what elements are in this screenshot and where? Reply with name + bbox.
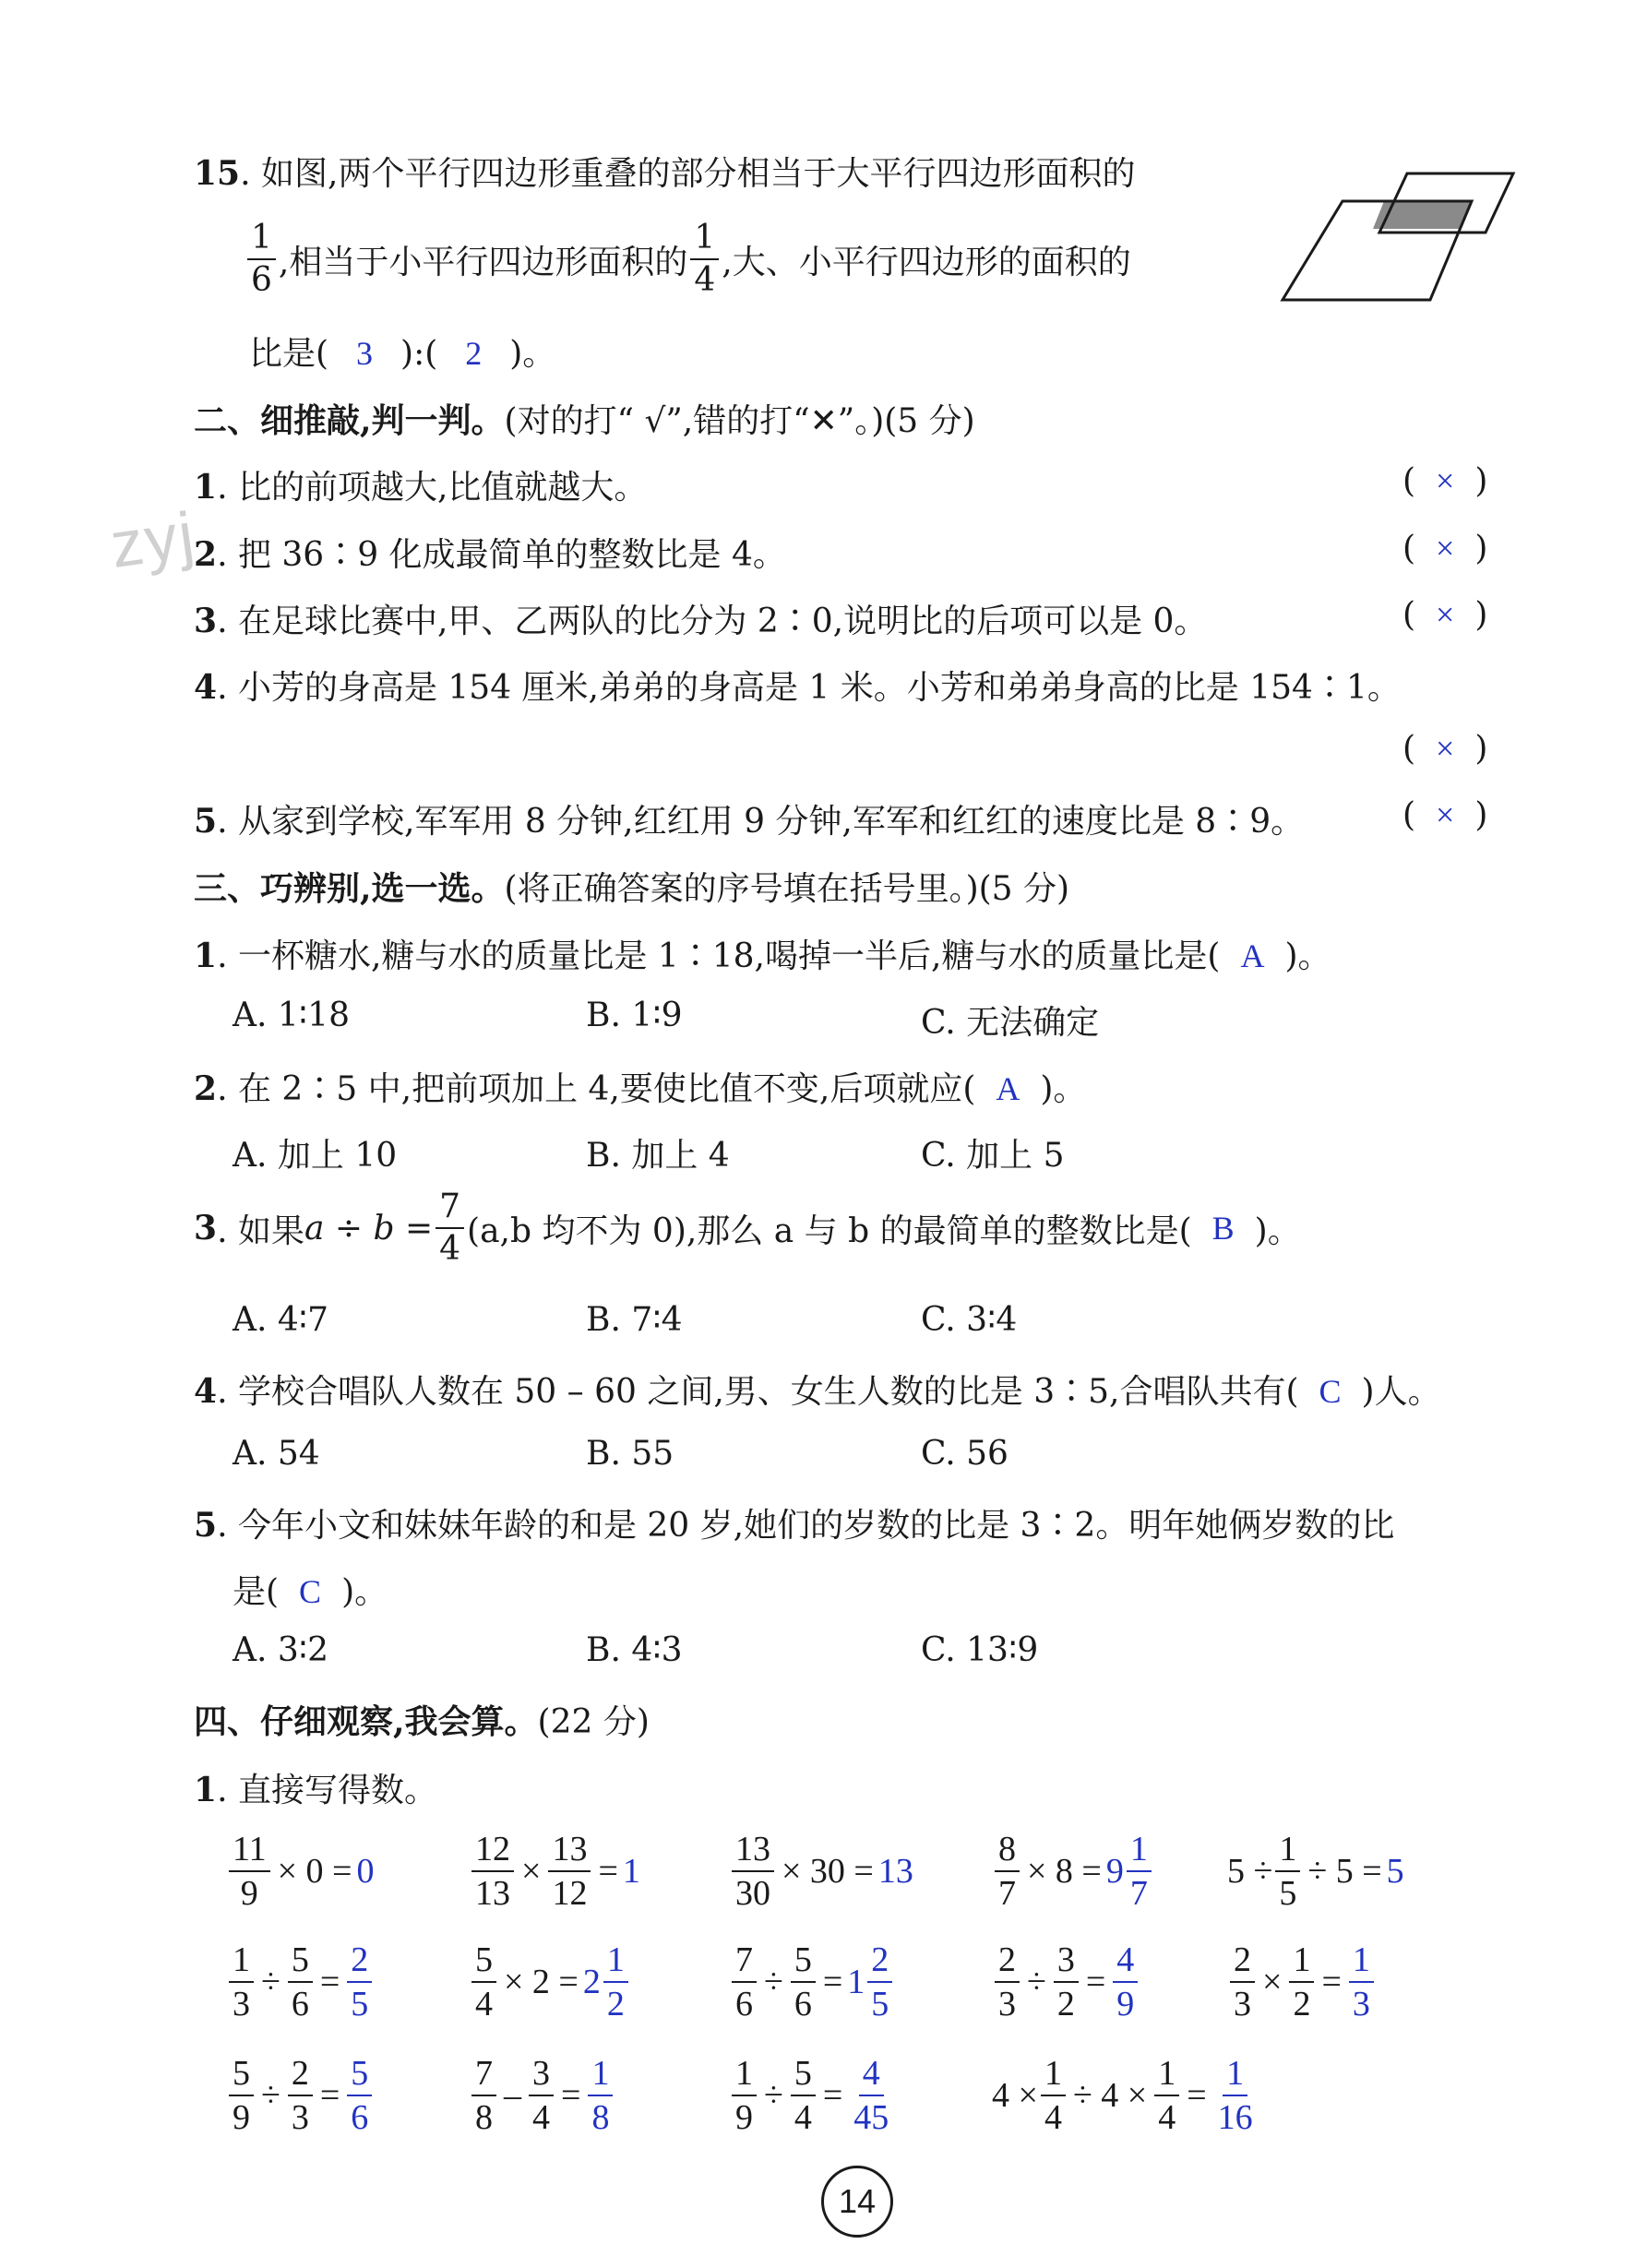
operator: ÷ xyxy=(261,1963,280,2001)
sub-text: . 直接写得数。 xyxy=(217,1772,437,1809)
sec3-q5-option-a: A. 3∶2 xyxy=(233,1631,329,1669)
section2-title: 二、细推敲,判一判。 xyxy=(194,401,505,440)
calc-r2c1 xyxy=(226,1942,375,2022)
sec2-item-3-answer-box: ( × ) xyxy=(1402,596,1488,634)
section3-note: (将正确答案的序号填在括号里。)(5 分) xyxy=(504,870,1070,908)
sec3-q3-option-b: B. 7∶4 xyxy=(586,1301,683,1339)
question-text: . 学校合唱队人数在 50 – 60 之间,男、女生人数的比是 3∶5,合唱队共有( xyxy=(217,1373,1299,1411)
calc-r3c3 xyxy=(729,2056,895,2135)
calc-answer xyxy=(850,2056,892,2135)
numerator: 5 xyxy=(471,1942,496,1983)
calc-r2c2 xyxy=(469,1942,631,2022)
sec3-q3-fraction xyxy=(436,1190,464,1266)
whole: 2 xyxy=(582,1963,601,2001)
sec3-q4 xyxy=(194,1366,1441,1413)
item-number: 5 xyxy=(194,802,218,841)
q15-line2 xyxy=(245,221,1131,297)
calc-answer: 1 xyxy=(622,1852,640,1891)
parallelogram-figure xyxy=(1278,166,1527,314)
denominator: 3 xyxy=(291,2098,309,2137)
expression-rest: × 8 = xyxy=(1027,1852,1102,1891)
question-end: )人。 xyxy=(1361,1373,1441,1411)
operator: ÷ xyxy=(764,1963,783,2001)
equals: = xyxy=(319,2076,340,2115)
denominator: 3 xyxy=(1234,1985,1251,2023)
calc-answer: 13 xyxy=(877,1852,913,1891)
calc-answer xyxy=(1113,1942,1138,2022)
sec2-item-2-answer: × xyxy=(1436,530,1455,567)
item-text: . 把 36∶9 化成最简单的整数比是 4。 xyxy=(217,536,786,574)
section3-title: 三、巧辨别,选一选。 xyxy=(194,869,505,908)
calc-r1c1 xyxy=(226,1832,374,1911)
q15-line2-text-b: ,大、小平行四边形的面积的 xyxy=(722,243,1131,281)
numerator: 4 xyxy=(1113,1942,1138,1983)
calc-answer xyxy=(1106,1832,1154,1911)
denominator: 6 xyxy=(794,1985,812,2023)
item-text: . 小芳的身高是 154 厘米,弟弟的身高是 1 米。小芳和弟弟身高的比是 154∶1。 xyxy=(217,669,1401,707)
denominator: 3 xyxy=(233,1985,250,2023)
sec3-q2 xyxy=(194,1063,1086,1110)
q15-fraction-2 xyxy=(690,221,719,297)
denominator: 6 xyxy=(291,1985,309,2023)
denominator: 4 xyxy=(532,2098,550,2137)
q15-line2-text-a: ,相当于小平行四边形面积的 xyxy=(278,243,688,281)
numerator: 1 xyxy=(1289,1942,1314,1983)
fraction xyxy=(732,2056,757,2135)
denominator: 9 xyxy=(240,1874,258,1913)
section4-title: 四、仔细观察,我会算。 xyxy=(194,1702,538,1741)
sec2-item-1-answer-box: ( × ) xyxy=(1402,462,1488,500)
fraction xyxy=(1275,1832,1300,1911)
numerator: 12 xyxy=(471,1832,514,1872)
denominator: 2 xyxy=(1056,1985,1075,2023)
section2-note: (对的打“ √”,错的打“✕”。)(5 分) xyxy=(504,402,975,440)
denominator: 7 xyxy=(998,1874,1016,1913)
item-number: 4 xyxy=(194,668,218,707)
operator: ÷ xyxy=(1027,1963,1046,2001)
calc-r1c4 xyxy=(992,1832,1154,1911)
calc-r2c5 xyxy=(1227,1942,1377,2022)
numerator: 5 xyxy=(229,2056,254,2096)
fraction xyxy=(1041,2056,1066,2135)
calc-answer xyxy=(583,1942,631,2022)
sec3-q3-option-c: C. 3∶4 xyxy=(921,1301,1018,1339)
question-text: . 今年小文和妹妹年龄的和是 20 岁,她们的岁数的比是 3∶2。明年她俩岁数的比 xyxy=(217,1507,1395,1545)
sec3-q5 xyxy=(194,1499,1394,1546)
sec3-q4-answer: C xyxy=(1319,1373,1342,1410)
fraction xyxy=(471,1832,514,1911)
question-end: )。 xyxy=(341,1573,388,1611)
q15-number: 15 xyxy=(194,154,241,193)
numerator: 1 xyxy=(1127,1832,1152,1872)
calc-r1c3 xyxy=(729,1832,913,1911)
denominator: 4 xyxy=(1158,2098,1176,2137)
numerator: 2 xyxy=(867,1942,892,1983)
operator: × xyxy=(1262,1963,1283,2001)
denominator: 4 xyxy=(794,2098,812,2137)
numerator: 1 xyxy=(1349,1942,1374,1983)
sec3-q2-option-a: A. 加上 10 xyxy=(233,1137,398,1175)
numerator: 3 xyxy=(1054,1942,1079,1983)
denominator: 5 xyxy=(871,1985,889,2023)
expression-rest: × 2 = xyxy=(504,1963,579,2001)
calc-r3c2 xyxy=(469,2056,615,2135)
sec2-item-3 xyxy=(194,595,1207,642)
fraction xyxy=(229,2056,254,2135)
calc-answer xyxy=(347,1942,372,2022)
fraction-denominator: 6 xyxy=(251,261,272,299)
denominator: 9 xyxy=(735,2098,753,2137)
sec2-item-2-answer-box: ( × ) xyxy=(1402,530,1488,567)
numerator: 2 xyxy=(995,1942,1020,1983)
section4-score: (22 分) xyxy=(537,1703,650,1741)
numerator: 4 xyxy=(859,2056,884,2096)
numerator: 1 xyxy=(1223,2056,1247,2096)
expression-rest: ÷ 5 = xyxy=(1307,1852,1382,1891)
sec2-item-5 xyxy=(194,795,1304,842)
calc-r3c1 xyxy=(226,2056,375,2135)
numerator: 13 xyxy=(548,1832,591,1872)
calc-r1c5 xyxy=(1227,1832,1404,1911)
sec3-q5-line2 xyxy=(233,1566,388,1613)
calc-r3c4 xyxy=(992,2056,1259,2135)
numerator: 1 xyxy=(229,1942,254,1983)
sec3-q4-option-a: A. 54 xyxy=(233,1435,320,1473)
fraction-denominator: 4 xyxy=(439,1230,461,1268)
fraction xyxy=(732,1832,774,1911)
sec2-item-4-answer-box: ( × ) xyxy=(1402,730,1488,768)
numerator: 5 xyxy=(347,2056,372,2096)
question-line2: 是( xyxy=(233,1573,280,1611)
fraction xyxy=(1154,2056,1179,2135)
sec2-item-2 xyxy=(194,529,786,576)
question-post: (a,b 均不为 0),那么 a 与 b 的最简单的整数比是( xyxy=(467,1212,1192,1250)
sec3-q1-answer: A xyxy=(1240,937,1265,974)
numerator: 3 xyxy=(529,2056,554,2096)
question-number: 3 xyxy=(194,1209,218,1247)
numerator: 1 xyxy=(588,2056,613,2096)
denominator: 12 xyxy=(552,1874,588,1913)
watermark-text: zyj xyxy=(106,498,200,581)
sec3-q2-answer: A xyxy=(996,1070,1020,1107)
denominator: 30 xyxy=(735,1874,770,1913)
sec3-q5-option-b: B. 4∶3 xyxy=(586,1631,683,1669)
item-text: . 从家到学校,军军用 8 分钟,红红用 9 分钟,军军和红红的速度比是 8∶9。 xyxy=(217,803,1305,841)
fraction xyxy=(995,1832,1020,1911)
item-number: 2 xyxy=(194,535,218,574)
q15-fraction-1 xyxy=(247,221,276,297)
numerator: 8 xyxy=(995,1832,1020,1872)
fraction-numerator: 1 xyxy=(690,221,719,260)
expression-rest: × 0 = xyxy=(277,1852,352,1891)
sec3-q3-option-a: A. 4∶7 xyxy=(233,1301,329,1339)
fraction xyxy=(1054,1942,1079,2022)
item-text: . 在足球比赛中,甲、乙两队的比分为 2∶0,说明比的后项可以是 0。 xyxy=(217,603,1208,640)
fraction xyxy=(471,1942,496,2022)
sec3-q1-option-b: B. 1∶9 xyxy=(586,997,683,1034)
fraction xyxy=(1230,1942,1255,2022)
expression-mid: ÷ 4 × xyxy=(1072,2076,1148,2115)
fraction xyxy=(1289,1942,1314,2022)
fraction xyxy=(732,1942,757,2022)
calc-answer xyxy=(1214,2056,1257,2135)
sec3-q1-option-a: A. 1∶18 xyxy=(233,997,350,1034)
q15-line1 xyxy=(194,148,1135,195)
operator: ÷ xyxy=(764,2076,783,2115)
calc-r2c4 xyxy=(992,1942,1140,2022)
calc-answer xyxy=(588,2056,613,2135)
denominator: 13 xyxy=(475,1874,510,1913)
equals: = xyxy=(598,1852,618,1891)
numerator: 5 xyxy=(288,1942,313,1983)
denominator: 9 xyxy=(1116,1985,1135,2023)
fraction xyxy=(548,1832,591,1911)
item-number: 3 xyxy=(194,602,218,640)
equals: = xyxy=(822,2076,843,2115)
numerator: 2 xyxy=(347,1942,372,1983)
numerator: 1 xyxy=(732,2056,757,2096)
question-text: . 一杯糖水,糖与水的质量比是 1∶18,喝掉一半后,糖与水的质量比是( xyxy=(217,937,1221,975)
fraction xyxy=(229,1832,270,1911)
section4-heading xyxy=(194,1696,650,1743)
fraction xyxy=(471,2056,496,2135)
denominator: 5 xyxy=(351,1985,369,2023)
numerator: 1 xyxy=(1275,1832,1300,1872)
question-number: 5 xyxy=(194,1506,218,1545)
numerator: 7 xyxy=(732,1942,757,1983)
numerator: 1 xyxy=(1154,2056,1179,2096)
sec3-q4-option-b: B. 55 xyxy=(586,1435,674,1473)
section2-heading xyxy=(194,395,975,442)
numerator: 5 xyxy=(791,1942,816,1983)
equals: = xyxy=(1085,1963,1106,2001)
fraction-numerator: 7 xyxy=(436,1190,464,1229)
fraction xyxy=(288,1942,313,2022)
sec3-q3-answer: B xyxy=(1211,1210,1235,1247)
q15-line1-text: . 如图,两个平行四边形重叠的部分相当于大平行四边形面积的 xyxy=(240,155,1136,193)
calc-r1c2 xyxy=(469,1832,640,1911)
fraction xyxy=(867,1942,892,2022)
equals: = xyxy=(822,1963,843,2001)
sec3-q3 xyxy=(194,1190,1301,1266)
sec3-q5-answer: C xyxy=(299,1573,322,1610)
equals: = xyxy=(1321,1963,1342,2001)
denominator: 4 xyxy=(475,1985,493,2023)
fraction xyxy=(995,1942,1020,2022)
calc-answer xyxy=(347,2056,372,2135)
question-end: )。 xyxy=(1284,937,1331,975)
q15-answer-2: 2 xyxy=(465,335,483,372)
sec2-item-4-answer: × xyxy=(1436,730,1455,767)
q15-line3 xyxy=(249,328,555,375)
operator: – xyxy=(504,2076,521,2115)
numerator: 2 xyxy=(1230,1942,1255,1983)
q15-line3-c: )。 xyxy=(509,335,556,373)
fraction xyxy=(603,1942,628,2022)
numerator: 2 xyxy=(288,2056,313,2096)
item-number: 1 xyxy=(194,468,218,507)
denominator: 2 xyxy=(1293,1985,1311,2023)
question-end: )。 xyxy=(1040,1070,1087,1108)
sec2-item-1-answer: × xyxy=(1436,462,1455,499)
sec2-item-4 xyxy=(194,662,1401,709)
whole: 9 xyxy=(1105,1852,1124,1891)
numerator: 1 xyxy=(1041,2056,1066,2096)
sub-number: 1 xyxy=(194,1771,218,1809)
denominator: 8 xyxy=(591,2098,610,2137)
sec3-q4-option-c: C. 56 xyxy=(921,1435,1008,1473)
whole: 1 xyxy=(847,1963,865,2001)
sec2-item-3-answer: × xyxy=(1436,596,1455,633)
fraction xyxy=(791,1942,816,2022)
q15-answer-1: 3 xyxy=(356,335,374,372)
numerator: 1 xyxy=(603,1942,628,1983)
denominator: 7 xyxy=(1129,1874,1148,1913)
sec3-q5-option-c: C. 13∶9 xyxy=(921,1631,1039,1669)
denominator: 4 xyxy=(1044,2098,1062,2137)
q15-line3-b: ):( xyxy=(400,335,438,373)
section3-heading xyxy=(194,863,1069,910)
denominator: 6 xyxy=(351,2098,369,2137)
operator: ÷ xyxy=(261,2076,280,2115)
sec2-item-1 xyxy=(194,461,647,508)
calc-answer xyxy=(847,1942,895,2022)
question-number: 4 xyxy=(194,1372,218,1411)
question-end: )。 xyxy=(1254,1212,1301,1250)
operator: × xyxy=(521,1852,542,1891)
equals: = xyxy=(561,2076,581,2115)
equals: = xyxy=(1187,2076,1207,2115)
fraction-numerator: 1 xyxy=(247,221,276,260)
sec3-q2-option-b: B. 加上 4 xyxy=(586,1137,730,1175)
sec3-q1 xyxy=(194,930,1331,977)
question-pre: . 如果 xyxy=(217,1212,304,1250)
numerator: 7 xyxy=(471,2056,496,2096)
fraction xyxy=(791,2056,816,2135)
numerator: 5 xyxy=(791,2056,816,2096)
question-text: . 在 2∶5 中,把前项加上 4,要使比值不变,后项就应( xyxy=(217,1070,976,1108)
calc-answer: 5 xyxy=(1386,1852,1404,1891)
expression-pre: 4 × xyxy=(992,2076,1038,2115)
expression-rest: × 30 = xyxy=(782,1852,874,1891)
denominator: 3 xyxy=(998,1985,1016,2023)
sec3-q2-option-c: C. 加上 5 xyxy=(921,1137,1065,1175)
denominator: 5 xyxy=(1279,1874,1297,1913)
denominator: 3 xyxy=(1352,1985,1370,2023)
sec2-item-5-answer-box: ( × ) xyxy=(1402,796,1488,834)
question-expression: a ÷ b = xyxy=(304,1209,434,1247)
fraction xyxy=(1127,1832,1152,1911)
fraction-denominator: 4 xyxy=(694,261,716,299)
calc-answer xyxy=(1349,1942,1374,2022)
expression-pre: 5 ÷ xyxy=(1227,1852,1273,1891)
calc-r2c3 xyxy=(729,1942,895,2022)
numerator: 13 xyxy=(732,1832,774,1872)
denominator: 6 xyxy=(735,1985,753,2023)
question-number: 1 xyxy=(194,937,218,975)
denominator: 16 xyxy=(1217,2098,1253,2137)
calc-answer: 0 xyxy=(356,1852,375,1891)
fraction xyxy=(529,2056,554,2135)
sec2-item-5-answer: × xyxy=(1436,796,1455,833)
equals: = xyxy=(319,1963,340,2001)
item-text: . 比的前项越大,比值就越大。 xyxy=(217,469,648,507)
sec3-q1-option-c: C. 无法确定 xyxy=(921,1004,1100,1042)
fraction xyxy=(288,2056,313,2135)
fraction xyxy=(229,1942,254,2022)
numerator: 11 xyxy=(229,1832,270,1872)
question-number: 2 xyxy=(194,1069,218,1108)
q15-line3-a: 比是( xyxy=(249,335,329,373)
denominator: 45 xyxy=(853,2098,889,2137)
denominator: 2 xyxy=(606,1985,625,2023)
section4-subheading xyxy=(194,1764,437,1811)
denominator: 9 xyxy=(233,2098,250,2137)
denominator: 8 xyxy=(475,2098,493,2137)
page-number: 14 xyxy=(821,2166,893,2238)
